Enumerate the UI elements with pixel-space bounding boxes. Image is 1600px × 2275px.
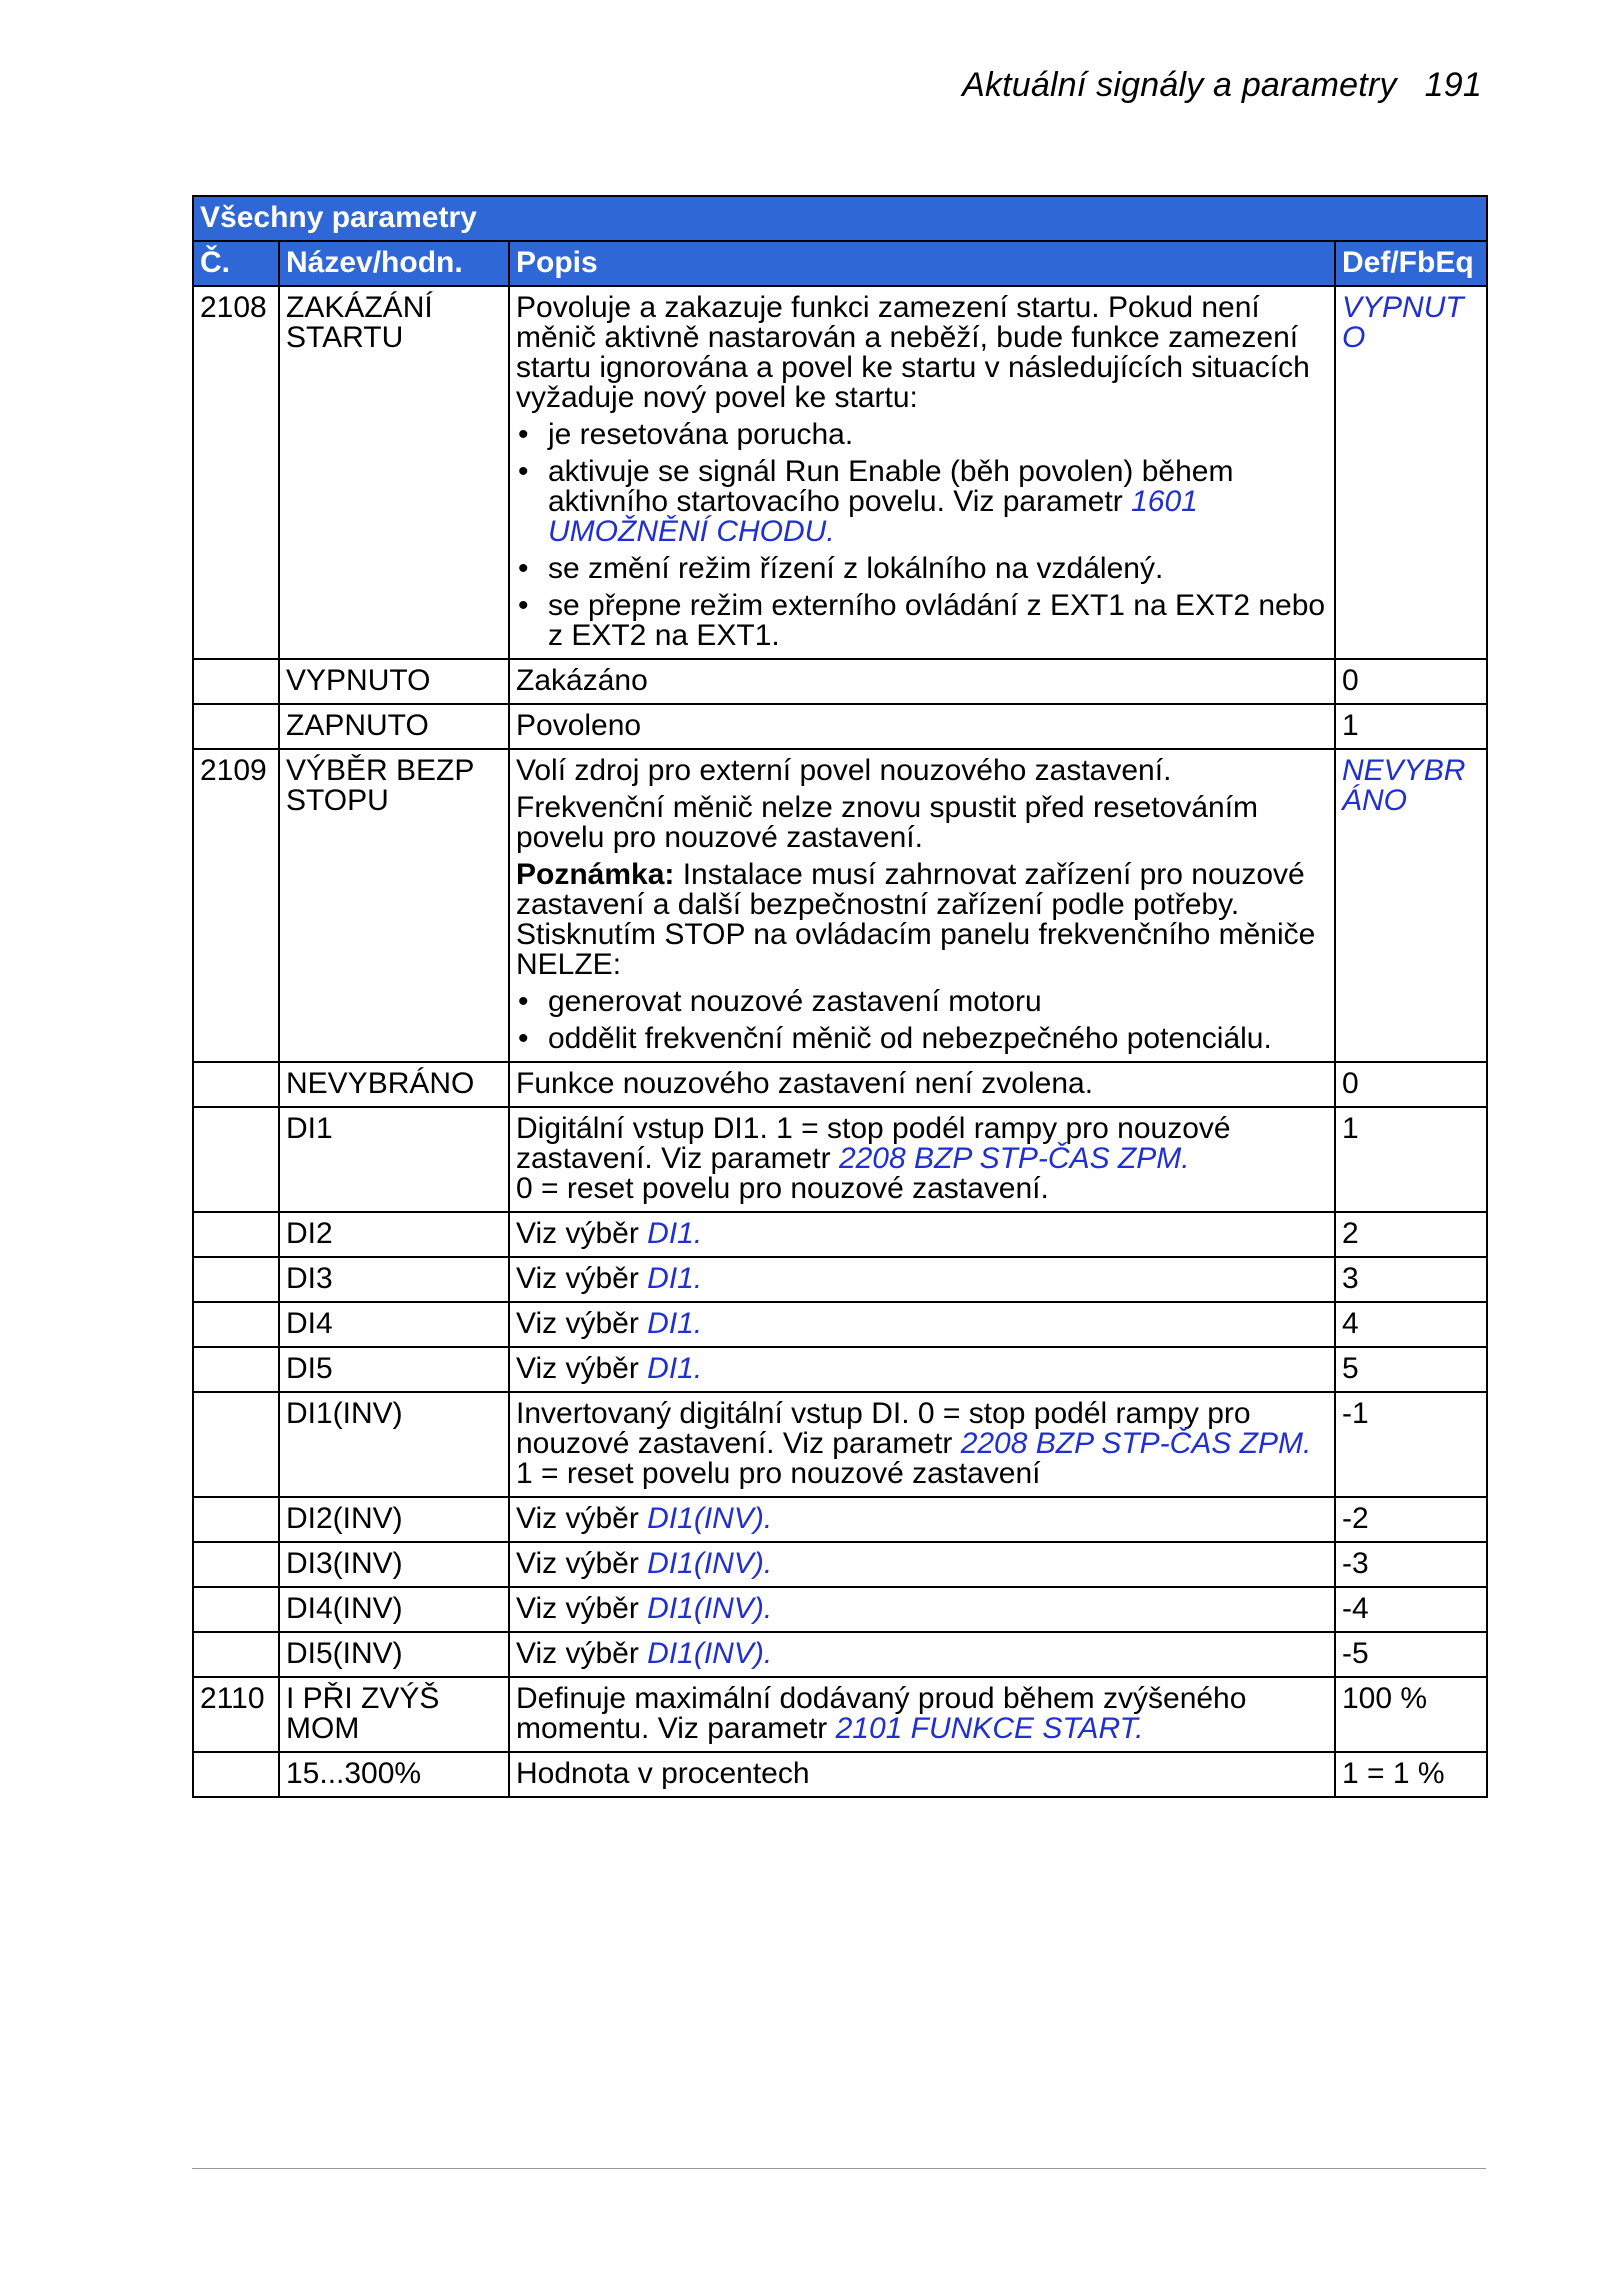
value-name: DI5(INV) bbox=[279, 1632, 509, 1677]
param-reference-link[interactable]: DI1 bbox=[647, 1307, 694, 1340]
table-row bbox=[193, 1347, 1487, 1392]
table-row-2109 bbox=[193, 749, 1487, 1062]
table-row bbox=[193, 659, 1487, 704]
value-fbeq: -3 bbox=[1335, 1542, 1487, 1587]
bullet-icon: • bbox=[518, 1022, 529, 1055]
note: Poznámka: Instalace musí zahrnovat zařízení pro nouzové zastavení a další bezpečnostní zařízení podle potřeby. Stisknutím STOP na ovládacím panelu frekvenčního měniče NELZE: bbox=[516, 858, 1316, 981]
table-row bbox=[193, 1212, 1487, 1257]
bullet-icon: • bbox=[518, 589, 529, 622]
default-value-link[interactable]: ÁNO bbox=[1342, 784, 1408, 817]
table-header-row bbox=[193, 241, 1487, 286]
value-fbeq: 1 bbox=[1335, 1107, 1487, 1212]
value-description: Zakázáno bbox=[509, 659, 1335, 704]
bullet-list bbox=[516, 420, 1328, 651]
param-name-line: MOM bbox=[286, 1712, 360, 1745]
table-row bbox=[193, 1062, 1487, 1107]
default-value-link[interactable]: O bbox=[1342, 321, 1366, 354]
param-default: 100 % bbox=[1335, 1677, 1487, 1752]
value-name: 15...300% bbox=[279, 1752, 509, 1797]
footer-divider bbox=[192, 2168, 1486, 2169]
param-name bbox=[279, 286, 509, 659]
param-reference-link[interactable]: DI1(INV) bbox=[647, 1592, 764, 1625]
table-row bbox=[193, 1632, 1487, 1677]
list-item: • generovat nouzové zastavení motoru bbox=[518, 985, 1042, 1018]
value-fbeq: 0 bbox=[1335, 659, 1487, 704]
param-number: 2110 bbox=[193, 1677, 279, 1752]
table-row bbox=[193, 1497, 1487, 1542]
column-header-def: Def/FbEq bbox=[1335, 241, 1487, 286]
param-reference-link[interactable]: DI1 bbox=[647, 1217, 694, 1250]
value-fbeq: 0 bbox=[1335, 1062, 1487, 1107]
table-row bbox=[193, 1542, 1487, 1587]
list-item: • oddělit frekvenční měnič od nebezpečného potenciálu. bbox=[518, 1022, 1272, 1055]
param-default bbox=[1335, 749, 1487, 1062]
param-name-line: STOPU bbox=[286, 784, 389, 817]
note-label: Poznámka: bbox=[516, 858, 675, 891]
value-description: Viz výběr DI1(INV). bbox=[509, 1632, 1335, 1677]
table-row bbox=[193, 704, 1487, 749]
value-name: DI3(INV) bbox=[279, 1542, 509, 1587]
value-description: Viz výběr DI1(INV). bbox=[509, 1497, 1335, 1542]
column-header-name: Název/hodn. bbox=[279, 241, 509, 286]
param-reference-link[interactable]: 2208 BZP STP-ČAS ZPM bbox=[960, 1427, 1304, 1460]
param-number: 2108 bbox=[193, 286, 279, 659]
value-description: Digitální vstup DI1. 1 = stop podél rampy pro nouzové zastavení. Viz parametr 2208 BZP STP-ČAS ZPM. 0 = reset povelu pro nouzové zastavení. bbox=[509, 1107, 1335, 1212]
table-title: Všechny parametry bbox=[193, 196, 1487, 241]
default-value-link[interactable]: VYPNUT bbox=[1342, 291, 1464, 324]
value-name: DI1 bbox=[279, 1107, 509, 1212]
value-name: ZAPNUTO bbox=[279, 704, 509, 749]
value-fbeq: 4 bbox=[1335, 1302, 1487, 1347]
value-fbeq: -5 bbox=[1335, 1632, 1487, 1677]
value-description: Viz výběr DI1. bbox=[509, 1302, 1335, 1347]
value-name: NEVYBRÁNO bbox=[279, 1062, 509, 1107]
param-reference-link[interactable]: DI1(INV) bbox=[647, 1637, 764, 1670]
bullet-icon: • bbox=[518, 552, 529, 585]
default-value-link[interactable]: NEVYBR bbox=[1342, 754, 1466, 787]
parameters-table bbox=[192, 195, 1488, 1798]
value-description: Povoleno bbox=[509, 704, 1335, 749]
list-item: • se změní režim řízení z lokálního na vzdálený. bbox=[518, 552, 1164, 585]
list-item: • je resetována porucha. bbox=[518, 418, 854, 451]
value-description: Viz výběr DI1(INV). bbox=[509, 1587, 1335, 1632]
param-description bbox=[509, 286, 1335, 659]
bullet-icon: • bbox=[518, 418, 529, 451]
param-name bbox=[279, 749, 509, 1062]
param-reference-link[interactable]: DI1(INV) bbox=[647, 1502, 764, 1535]
value-name: VYPNUTO bbox=[279, 659, 509, 704]
bullet-icon: • bbox=[518, 455, 529, 488]
param-name-line: ZAKÁZÁNÍ bbox=[286, 291, 433, 324]
description-text: Volí zdroj pro externí povel nouzového zastavení. bbox=[516, 754, 1172, 787]
value-fbeq: 5 bbox=[1335, 1347, 1487, 1392]
param-name-line: VÝBĚR BEZP bbox=[286, 754, 475, 787]
param-description: Definuje maximální dodávaný proud během zvýšeného momentu. Viz parametr 2101 FUNKCE START. bbox=[509, 1677, 1335, 1752]
table-row bbox=[193, 1302, 1487, 1347]
param-reference-link[interactable]: 1601 UMOŽNĚNÍ CHODU bbox=[548, 485, 1198, 548]
value-fbeq: 1 = 1 % bbox=[1335, 1752, 1487, 1797]
table-row bbox=[193, 1107, 1487, 1212]
value-description: Funkce nouzového zastavení není zvolena. bbox=[509, 1062, 1335, 1107]
value-fbeq: 2 bbox=[1335, 1212, 1487, 1257]
value-name: DI2(INV) bbox=[279, 1497, 509, 1542]
param-reference-link[interactable]: 2101 FUNKCE START bbox=[835, 1712, 1136, 1745]
table-row bbox=[193, 1392, 1487, 1497]
value-description: Viz výběr DI1. bbox=[509, 1347, 1335, 1392]
value-name: DI2 bbox=[279, 1212, 509, 1257]
bullet-list bbox=[516, 987, 1328, 1054]
param-reference-link[interactable]: DI1 bbox=[647, 1352, 694, 1385]
table-title-row bbox=[193, 196, 1487, 241]
page-header bbox=[962, 66, 1482, 105]
value-description: Viz výběr DI1. bbox=[509, 1257, 1335, 1302]
bullet-icon: • bbox=[518, 985, 529, 1018]
list-item: • aktivuje se signál Run Enable (běh povolen) během aktivního startovacího povelu. Viz parametr 1601 UMOŽNĚNÍ CHODU. bbox=[518, 455, 1234, 548]
value-description: Viz výběr DI1(INV). bbox=[509, 1542, 1335, 1587]
param-description bbox=[509, 749, 1335, 1062]
value-fbeq: -1 bbox=[1335, 1392, 1487, 1497]
value-fbeq: -2 bbox=[1335, 1497, 1487, 1542]
page-number: 191 bbox=[1424, 66, 1482, 104]
value-description: Hodnota v procentech bbox=[509, 1752, 1335, 1797]
value-name: DI5 bbox=[279, 1347, 509, 1392]
param-default bbox=[1335, 286, 1487, 659]
param-number: 2109 bbox=[193, 749, 279, 1062]
value-fbeq: -4 bbox=[1335, 1587, 1487, 1632]
list-item: • se přepne režim externího ovládání z EXT1 na EXT2 nebo z EXT2 na EXT1. bbox=[518, 589, 1326, 652]
description-text: Frekvenční měnič nelze znovu spustit před resetováním povelu pro nouzové zastavení. bbox=[516, 791, 1259, 854]
param-name bbox=[279, 1677, 509, 1752]
param-name-line: STARTU bbox=[286, 321, 404, 354]
value-name: DI4 bbox=[279, 1302, 509, 1347]
value-description: Invertovaný digitální vstup DI. 0 = stop podél rampy pro nouzové zastavení. Viz parametr 2208 BZP STP-ČAS ZPM. 1 = reset povelu pro nouzové zastavení bbox=[509, 1392, 1335, 1497]
param-reference-link[interactable]: DI1(INV) bbox=[647, 1547, 764, 1580]
param-name-line: I PŘI ZVÝŠ bbox=[286, 1682, 440, 1715]
value-fbeq: 1 bbox=[1335, 704, 1487, 749]
table-row bbox=[193, 1752, 1487, 1797]
section-title: Aktuální signály a parametry bbox=[962, 66, 1397, 104]
value-name: DI3 bbox=[279, 1257, 509, 1302]
value-description: Viz výběr DI1. bbox=[509, 1212, 1335, 1257]
value-fbeq: 3 bbox=[1335, 1257, 1487, 1302]
column-header-desc: Popis bbox=[509, 241, 1335, 286]
column-header-no: Č. bbox=[193, 241, 279, 286]
param-reference-link[interactable]: DI1 bbox=[647, 1262, 694, 1295]
table-row bbox=[193, 1587, 1487, 1632]
value-name: DI1(INV) bbox=[279, 1392, 509, 1497]
value-name: DI4(INV) bbox=[279, 1587, 509, 1632]
description-text: Povoluje a zakazuje funkci zamezení startu. Pokud není měnič aktivně nastarován a neběží, bude funkce zamezení startu ignorována a povel ke startu v následujících situacích vyžaduje nový povel ke startu: bbox=[516, 291, 1310, 414]
table-row bbox=[193, 1257, 1487, 1302]
table-row-2108 bbox=[193, 286, 1487, 659]
param-reference-link[interactable]: 2208 BZP STP-ČAS ZPM bbox=[838, 1142, 1182, 1175]
table-row-2110 bbox=[193, 1677, 1487, 1752]
